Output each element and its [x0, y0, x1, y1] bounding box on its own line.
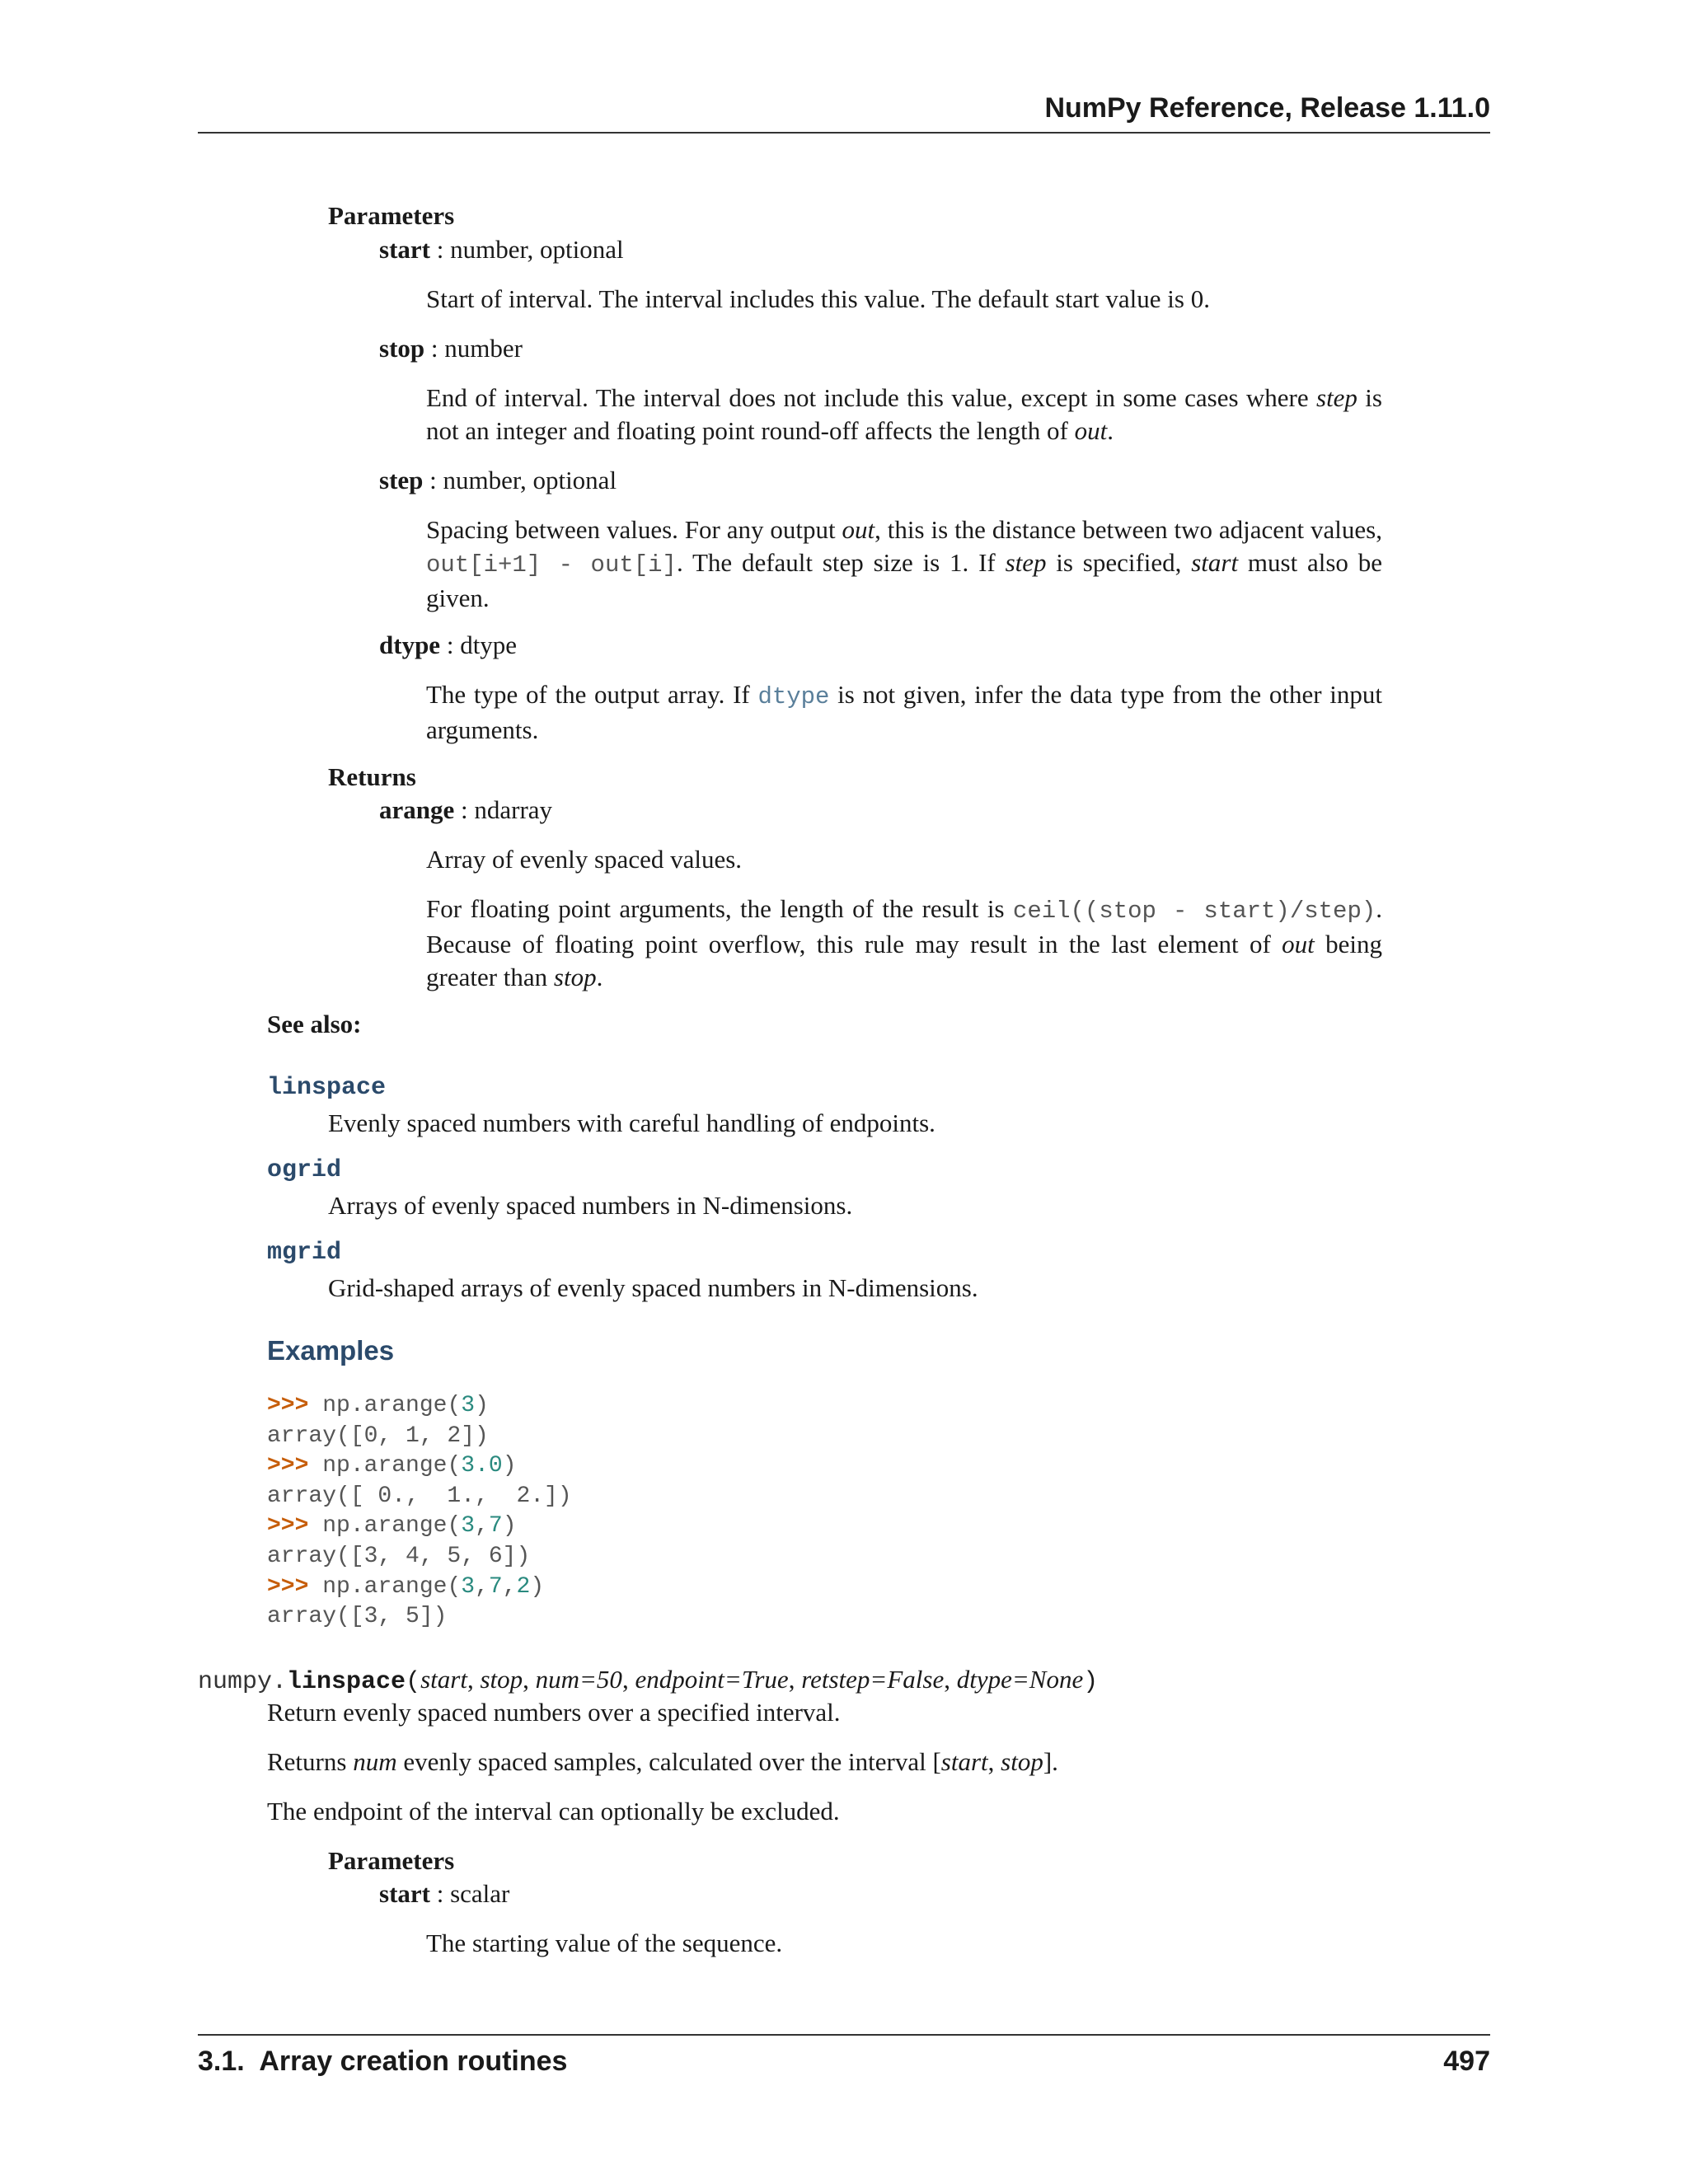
param-step [379, 464, 617, 497]
param-step-desc: Spacing between values. For any output out, this is the distance between two adjacent values, out[i+1] - out[i]. The default step size is 1. If step is specified, start must also be given. [426, 515, 1382, 612]
see-also-heading: See also: [267, 1010, 362, 1038]
param-dtype [379, 629, 517, 662]
linspace-parameters-heading: Parameters [328, 1846, 455, 1875]
example-output: array([0, 1, 2]) [267, 1422, 489, 1449]
arange-returns-heading: Returns [328, 762, 416, 791]
dtype-link[interactable]: dtype [757, 683, 830, 710]
linspace-param-start-desc: The starting value of the sequence. [426, 1929, 783, 1957]
footer-section-title: 3.1. Array creation routines [198, 2046, 568, 2077]
page-header-title: NumPy Reference, Release 1.11.0 [1044, 92, 1490, 124]
param-type: : number, optional [429, 466, 617, 494]
param-dtype-desc: The type of the output array. If dtype is not given, infer the data type from the other input arguments. [426, 680, 1382, 744]
running-footer [198, 2034, 1490, 2078]
example-output: array([3, 4, 5, 6]) [267, 1543, 531, 1569]
linspace-desc: Returns num evenly spaced samples, calculated over the interval [start, stop]. [267, 1747, 1058, 1776]
param-stop-desc: End of interval. The interval does not include this value, except in some cases where step is not an integer and floating point round-off affects the length of out. [426, 383, 1382, 445]
param-name: start [379, 235, 430, 264]
linspace-name: linspace [287, 1668, 406, 1696]
param-name: step [379, 466, 424, 494]
examples-code-block: >>> np.arange(3) array([0, 1, 2]) >>> np.arange(3.0) array([ 0., 1., 2.]) >>> np.arange(3,7) array([3, 4, 5, 6]) >>> np.arange(3,7,2) array([3, 5]) [267, 1393, 572, 1630]
param-type: : number [430, 334, 523, 363]
param-start [379, 233, 624, 266]
see-also-linspace-desc: Evenly spaced numbers with careful handling of endpoints. [328, 1108, 935, 1137]
see-also-ogrid-link[interactable]: ogrid [267, 1156, 342, 1184]
page-number: 497 [1443, 2046, 1490, 2077]
param-type: : scalar [436, 1879, 510, 1908]
param-name: start [379, 1879, 430, 1908]
see-also-ogrid-desc: Arrays of evenly spaced numbers in N-dimensions. [328, 1191, 853, 1220]
return-desc-2: For floating point arguments, the length of the result is ceil((stop - start)/step). Because of floating point overflow, this rule may result in the last element of out being greater than stop. [426, 894, 1382, 991]
return-name: arange [379, 795, 455, 824]
param-start-desc: Start of interval. The interval includes this value. The default start value is 0. [426, 284, 1210, 313]
examples-heading: Examples [267, 1335, 395, 1366]
param-type: : number, optional [436, 235, 624, 264]
arange-parameters-heading: Parameters [328, 201, 455, 230]
linspace-param-start [379, 1877, 509, 1910]
return-desc: Array of evenly spaced values. [426, 845, 743, 874]
return-type: : ndarray [461, 795, 553, 824]
linspace-summary: Return evenly spaced numbers over a specified interval. [267, 1698, 841, 1727]
see-also-mgrid-link[interactable]: mgrid [267, 1239, 342, 1267]
linspace-signature: numpy.linspace(start, stop, num=50, endpoint=True, retstep=False, dtype=None) [198, 1665, 1099, 1696]
param-type: : dtype [446, 630, 518, 659]
linspace-desc-2: The endpoint of the interval can optionally be excluded. [267, 1797, 840, 1825]
see-also-mgrid-desc: Grid-shaped arrays of evenly spaced numbers in N-dimensions. [328, 1273, 978, 1302]
param-name: stop [379, 334, 425, 363]
param-stop [379, 332, 523, 365]
example-output: array([ 0., 1., 2.]) [267, 1483, 572, 1509]
example-output: array([3, 5]) [267, 1604, 448, 1630]
see-also-linspace-link[interactable]: linspace [267, 1074, 387, 1102]
return-arange [379, 794, 552, 827]
param-name: dtype [379, 630, 441, 659]
running-header [198, 92, 1490, 134]
